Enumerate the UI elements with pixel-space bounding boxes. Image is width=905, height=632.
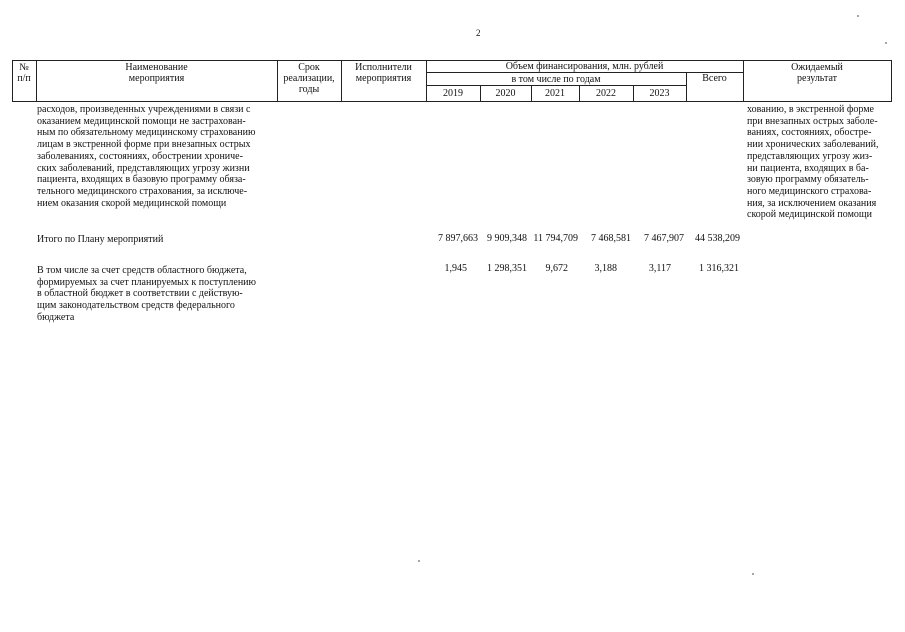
regional-budget-row-label: В том числе за счет средств областного бюджета, формируемых за счет планируемых к поступлению в областной бюджет в соответствии с действую- щим законодательством средств федерального бюджета	[37, 265, 256, 323]
regional-sum-value: 1 316,321	[699, 263, 739, 274]
year-2022-header: 2022	[596, 88, 616, 99]
years-divider	[426, 85, 686, 86]
col-name-header: Наименование мероприятия	[125, 62, 188, 84]
year-2023-header: 2023	[649, 88, 670, 99]
regional-2019-value: 1,945	[444, 263, 467, 274]
regional-2022-value: 3,188	[594, 263, 617, 274]
col-result-header: Ожидаемый результат	[791, 62, 843, 84]
total-row-label: Итого по Плану мероприятий	[37, 234, 164, 245]
col-term-header: Срок реализации, годы	[283, 62, 335, 95]
col-by-years-header: в том числе по годам	[511, 74, 601, 85]
total-2019-value: 7 897,663	[438, 233, 478, 244]
header-bottom-left	[12, 101, 426, 102]
col-total-header: Всего	[702, 73, 727, 84]
scan-speck	[418, 560, 420, 562]
years-bottom-border	[426, 101, 686, 102]
regional-2021-value: 9,672	[545, 263, 568, 274]
total-2021-value: 11 794,709	[533, 233, 578, 244]
header-bottom-right	[686, 101, 892, 102]
scan-speck	[857, 15, 859, 17]
regional-2023-value: 3,117	[648, 263, 671, 274]
measure-continuation-text: расходов, произведенных учреждениями в связи с оказанием медицинской помощи не застрахован- ным по обязательному медицинскому страхованию лицам в экстренной форме при внезапных острых заболеваниях, состояниях, обострении хрониче- ских заболеваний, представляющих угрозу жизни пациента, входящих в базовую программу обяза- тельного медицинского страхования, за исключе- нием оказания скорой медицинской помощи	[37, 104, 256, 209]
scan-speck	[752, 573, 754, 575]
scan-speck	[885, 42, 887, 44]
year-2020-header: 2020	[495, 88, 516, 99]
total-2020-value: 9 909,348	[487, 233, 527, 244]
regional-2020-value: 1 298,351	[487, 263, 527, 274]
year-2021-header: 2021	[545, 88, 565, 99]
table-header	[12, 60, 892, 102]
col-border	[891, 60, 892, 102]
expected-result-text: хованию, в экстренной форме при внезапных острых заболе- ваниях, состояниях, обостре- нии хронических заболеваний, представляющих угрозу жиз- ни пациента, входящих в ба- зовую программу обязатель- ного медицинского страхова- ния, за исключением оказания скорой медицинской помощи	[747, 104, 879, 221]
col-funding-header: Объем финансирования, млн. рублей	[505, 61, 664, 72]
year-2019-header: 2019	[443, 88, 463, 99]
total-sum-value: 44 538,209	[695, 233, 740, 244]
page-number: 2	[476, 28, 481, 38]
col-no-header: № п/п	[17, 62, 31, 84]
total-2023-value: 7 467,907	[644, 233, 684, 244]
total-2022-value: 7 468,581	[591, 233, 631, 244]
col-exec-header: Исполнители мероприятия	[355, 62, 412, 84]
